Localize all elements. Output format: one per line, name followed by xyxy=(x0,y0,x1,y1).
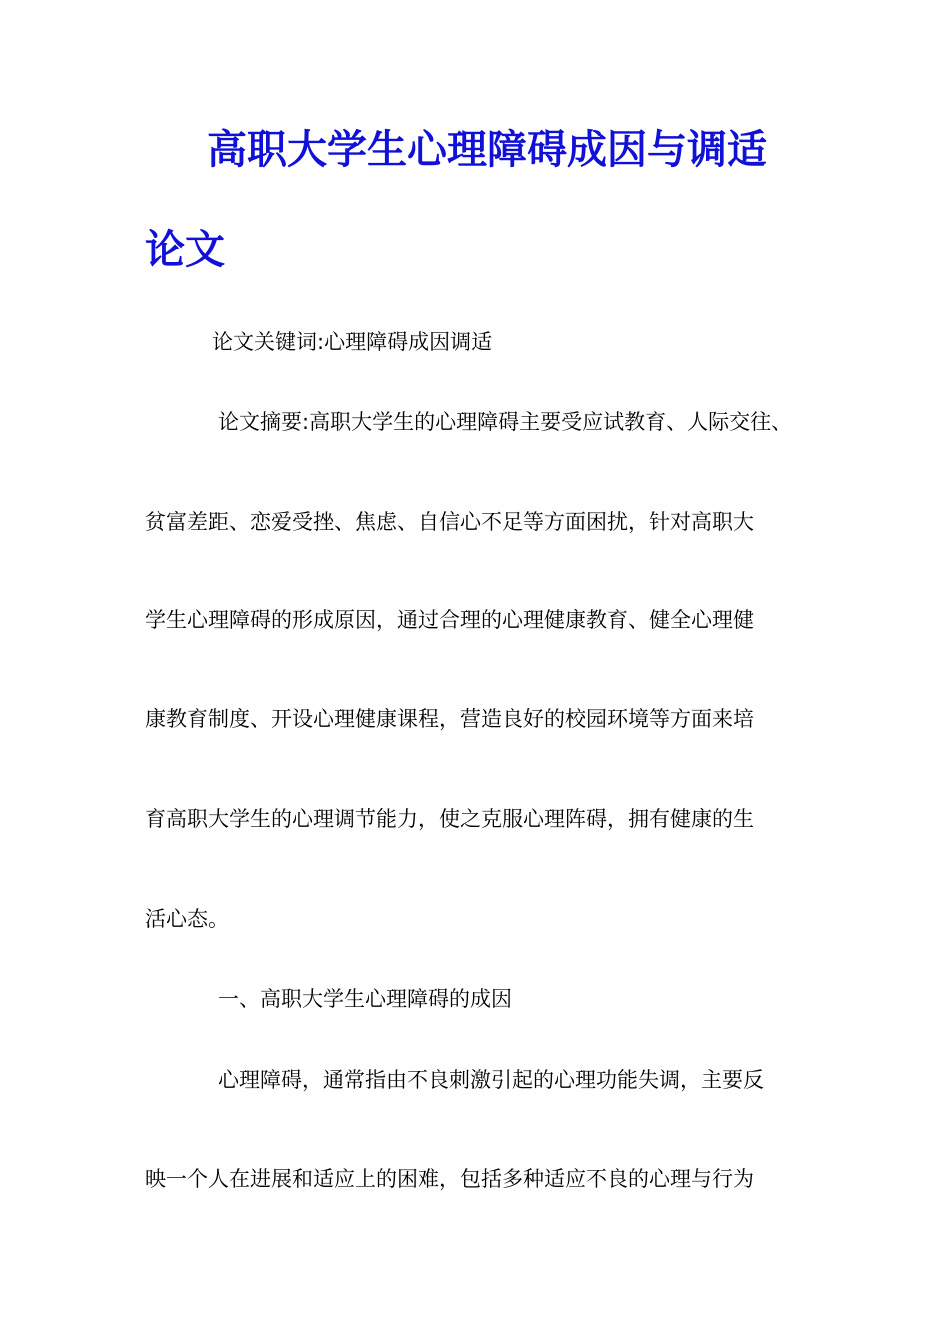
section-heading: 一、高职大学生心理障碍的成因 xyxy=(218,987,512,1011)
abstract-line: 活心态。 xyxy=(145,907,229,931)
keywords-line: 论文关键词:心理障碍成因调适 xyxy=(212,330,493,354)
document-title-line-1: 高职大学生心理障碍成因与调适 xyxy=(207,126,767,173)
body-line: 映一个人在进展和适应上的困难，包括多种适应不良的心理与行为 xyxy=(145,1167,754,1191)
abstract-line: 学生心理障碍的形成原因，通过合理的心理健康教育、健全心理健 xyxy=(145,608,754,632)
abstract-line: 论文摘要:高职大学生的心理障碍主要受应试教育、人际交往、 xyxy=(218,410,793,434)
abstract-line: 贫富差距、恋爱受挫、焦虑、自信心不足等方面困扰，针对高职大 xyxy=(145,510,754,534)
body-line: 心理障碍，通常指由不良刺激引起的心理功能失调，主要反 xyxy=(218,1068,764,1092)
abstract-line: 康教育制度、开设心理健康课程，营造良好的校园环境等方面来培 xyxy=(145,707,754,731)
document-title-line-2: 论文 xyxy=(145,226,225,273)
abstract-line: 育高职大学生的心理调节能力，使之克服心理阵碍，拥有健康的生 xyxy=(145,807,754,831)
